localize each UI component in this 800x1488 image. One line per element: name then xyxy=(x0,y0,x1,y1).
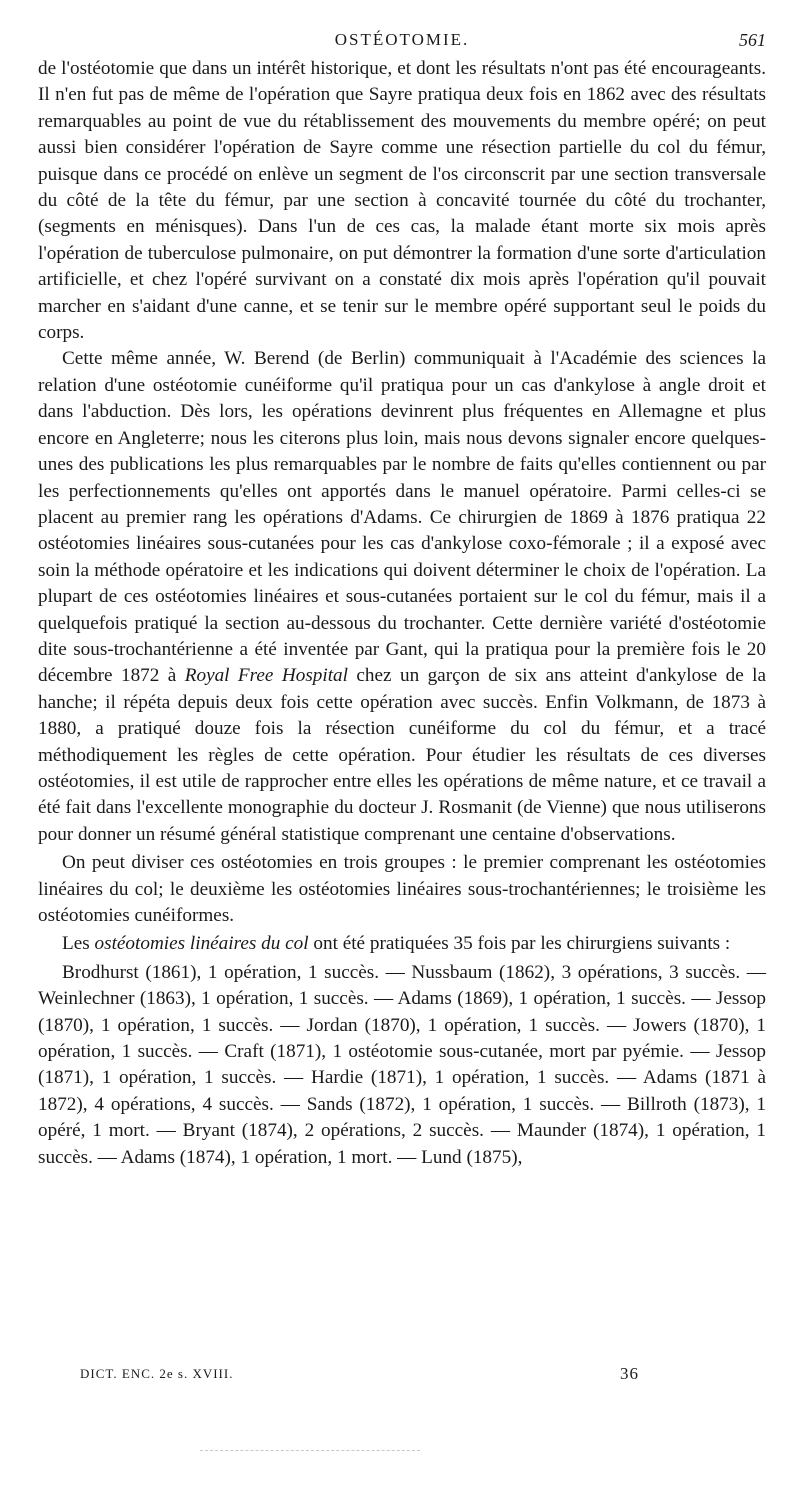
hospital-name: Royal Free Hospital xyxy=(184,665,348,687)
sheet-number: 36 xyxy=(620,1364,639,1383)
paragraph-4-text-a: Les xyxy=(62,933,90,955)
paragraph-2-text-a: Cette même année, W. Berend (de Berlin) communiquait à l'Académie des sciences la relation d'une ostéotomie cunéiforme qu'il pratiqua pour un cas d'ankylose à angle droit et dans l'abduction. Dès lors, les opérations devinrent plus fréquentes en Allemagne et plus encore en Angleterre; nous les citerons plus loin, mais nous devons signaler encore quelques-unes des publications les plus remarquables par le nombre de faits qu'elles contiennent ou par les perfectionnements qu'elles ont apportés dans le manuel opératoire. Parmi celles-ci se placent au premier rang les opérations d'Adams. Ce chirurgien de 1869 à 1876 pratiqua 22 ostéotomies linéaires sous-cutanées pour les cas d'ankylose coxo-fémorale ; il a exposé avec soin la méthode opératoire et les indications qui doivent déterminer le choix de l'opération. La plupart de ces ostéotomies linéaires et sous-cutanées portaient sur le col du fémur, mais il a quelquefois pratiqué la section au-dessous du trochanter. Cette dernière variété d'ostéotomie dite sous-trochantérienne a été inventée par Gant, qui la pratiqua pour la première fois le 20 décembre 1872 à xyxy=(38,348,766,687)
paragraph-4-text-b: ont été pratiquées 35 fois par les chirurgiens suivants : xyxy=(313,933,731,955)
paragraph-3: On peut diviser ces ostéotomies en trois groupes : le premier comprenant les ostéotomies linéaires du col; le deuxième les ostéotomies linéaires sous-trochantériennes; le troisième les ostéotomies cunéiformes. xyxy=(38,852,766,926)
running-header xyxy=(38,26,766,56)
body-text xyxy=(38,56,766,1171)
document-page xyxy=(38,26,766,1171)
paragraph-2-text-b: chez un garçon de six ans atteint d'ankylose de la hanche; il répéta depuis deux fois cette opération avec succès. Enfin Volkmann, de 1873 à 1880, a pratiqué douze fois la résection cunéiforme du col du fémur, et a tracé méthodiquement les règles de cette opération. Pour étudier les résultats de ces diverses ostéotomies, il est utile de rapprocher entre elles les opérations de même nature, et ce travail a été fait dans l'excellente monographie du docteur J. Rosmanit (de Vienne) que nous utiliserons pour donner un résumé général statistique comprenant une centaine d'observations. xyxy=(38,665,767,845)
paragraph-5: Brodhurst (1861), 1 opération, 1 succès. — Nussbaum (1862), 3 opérations, 3 succès. — Weinlechner (1863), 1 opération, 1 succès. — Adams (1869), 1 opération, 1 succès. — Jessop (1870), 1 opération, 1 succès. — Jordan (1870), 1 opération, 1 succès. — Jowers (1870), 1 opération, 1 succès. — Craft (1871), 1 ostéotomie sous-cutanée, mort par pyémie. — Jessop (1871), 1 opération, 1 succès. — Hardie (1871), 1 opération, 1 succès. — Adams (1871 à 1872), 4 opérations, 4 succès. — Sands (1872), 1 opération, 1 succès. — Billroth (1873), 1 opéré, 1 mort. — Bryant (1874), 2 opérations, 2 succès. — Maunder (1874), 1 opération, 1 succès. — Adams (1874), 1 opération, 1 mort. — Lund (1875), xyxy=(38,961,766,1168)
paragraph-4 xyxy=(38,931,766,957)
running-title: OSTÉOTOMIE. xyxy=(334,30,470,49)
page-number: 561 xyxy=(739,30,766,50)
paragraph-4-emphasis: ostéotomies linéaires du col xyxy=(94,933,309,955)
paragraph-2 xyxy=(38,346,766,848)
paragraph-1: de l'ostéotomie que dans un intérêt historique, et dont les résultats n'ont pas été encourageants. Il n'en fut pas de même de l'opération que Sayre pratiqua deux fois en 1862 avec des résultats remarquables au point de vue du rétablissement des mouvements du membre opéré; on peut aussi bien considérer l'opération de Sayre comme une résection partielle du col du fémur, puisque dans ce procédé on enlève un segment de l'os circonscrit par une section transversale du côté de la tête du fémur, par une section à concavité tournée du côté du trochanter, (segments en ménisques). Dans l'un de ces cas, la malade étant morte six mois après l'opération de tuberculose pulmonaire, on put démontrer la formation d'une sorte d'articulation artificielle, et chez l'opéré survivant on a constaté dix mois après l'opération qu'il pouvait marcher en s'aidant d'une canne, et se tenir sur le membre opéré supportant seul le poids du corps. xyxy=(38,58,766,344)
scan-artifact xyxy=(200,1450,420,1452)
printer-signature: DICT. ENC. 2e s. XVIII. xyxy=(80,1366,234,1381)
